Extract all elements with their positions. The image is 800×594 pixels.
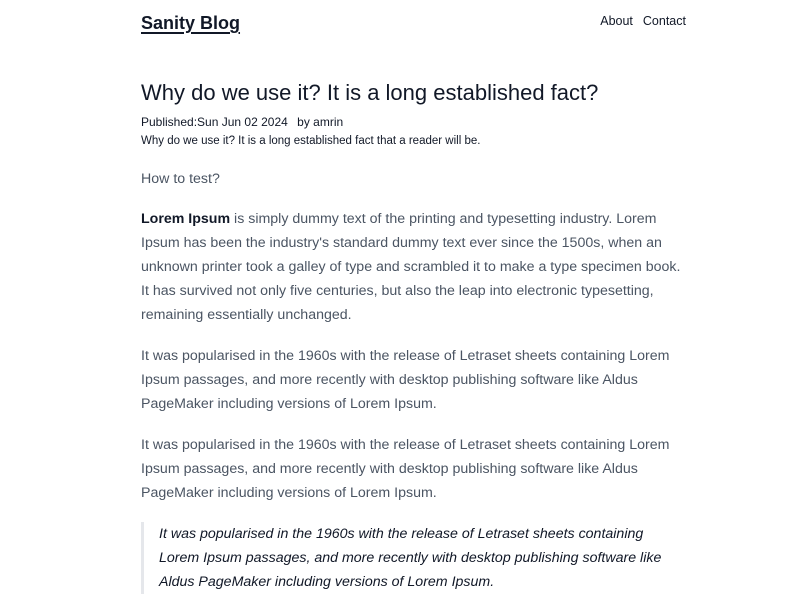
site-logo-link[interactable]: Sanity Blog bbox=[141, 13, 241, 33]
page-container bbox=[141, 0, 686, 594]
paragraph-1-text: is simply dummy text of the printing and typesetting industry. Lorem Ipsum has been the industry's standard dummy text ever since the 1500s, when an unknown printer took a galley of type and scrambled it to make a type specimen book. It has survived not only five centuries, but also the leap into electronic typesetting, remaining essentially unchanged. bbox=[141, 211, 681, 323]
post-title: Why do we use it? It is a long established fact? bbox=[141, 80, 599, 105]
site-nav bbox=[600, 12, 686, 30]
paragraph-3: It was popularised in the 1960s with the release of Letraset sheets containing Lorem Ipsum passages, and more recently with desktop publishing software like Aldus PageMaker including versions of Lorem Ipsum. bbox=[141, 437, 670, 501]
post-subhead: How to test? bbox=[141, 171, 220, 187]
post-blockquote: It was popularised in the 1960s with the release of Letraset sheets containing Lorem Ipsum passages, and more recently with desktop publishing software like Aldus PageMaker including versions of Lorem Ipsum. bbox=[141, 522, 686, 594]
nav-link-contact[interactable]: Contact bbox=[642, 14, 686, 28]
site-header bbox=[141, 0, 686, 60]
blog-post bbox=[141, 78, 686, 594]
post-excerpt: Why do we use it? It is a long established fact that a reader will be. bbox=[141, 135, 481, 147]
post-author: amrin bbox=[313, 115, 344, 129]
paragraph-2: It was popularised in the 1960s with the release of Letraset sheets containing Lorem Ipsum passages, and more recently with desktop publishing software like Aldus PageMaker including versions of Lorem Ipsum. bbox=[141, 348, 670, 412]
post-body bbox=[141, 167, 686, 594]
by-label: by bbox=[297, 115, 310, 129]
nav-link-about[interactable]: About bbox=[600, 14, 633, 28]
published-date: Sun Jun 02 2024 bbox=[197, 115, 288, 129]
post-meta bbox=[141, 114, 686, 130]
published-label: Published: bbox=[141, 115, 198, 129]
paragraph-lorem-ipsum bbox=[141, 207, 686, 327]
bold-lorem-ipsum: Lorem Ipsum bbox=[141, 211, 231, 227]
